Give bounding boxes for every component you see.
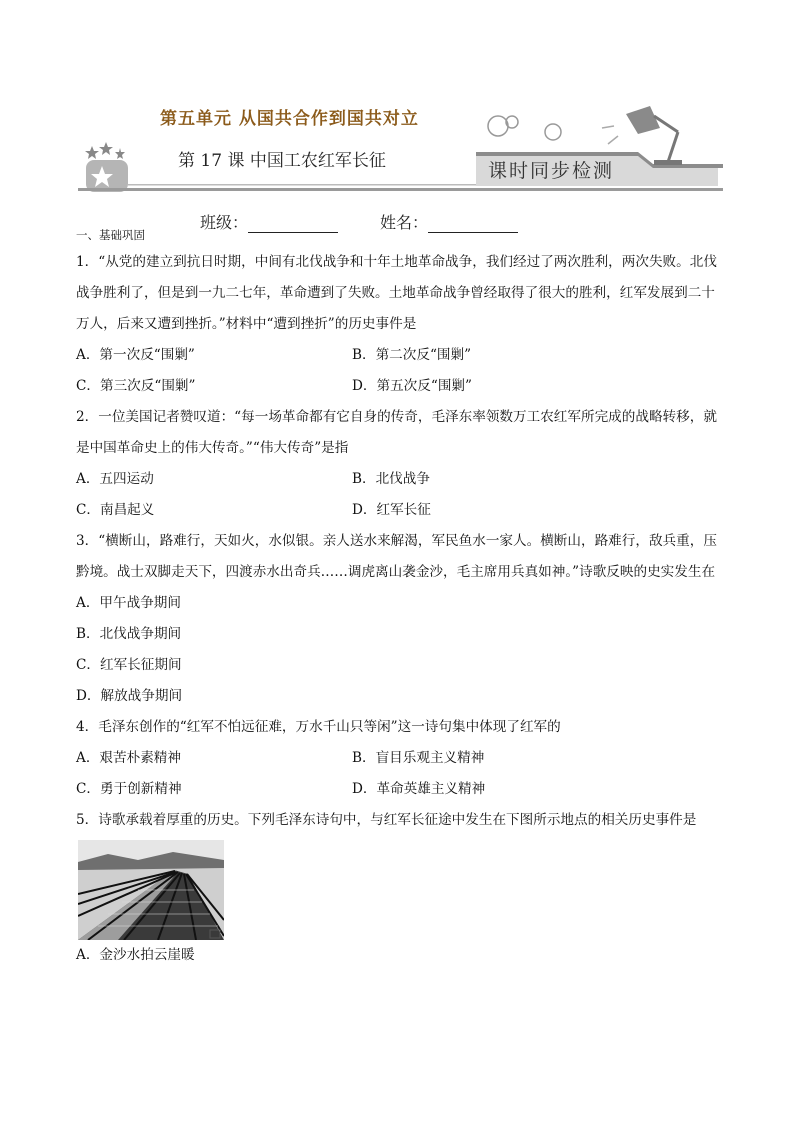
option-d[interactable]: D．第五次反“围剿” bbox=[352, 378, 472, 394]
worksheet-header bbox=[78, 96, 723, 196]
option-c[interactable]: C．红军长征期间 bbox=[76, 657, 182, 673]
option-b[interactable]: B．北伐战争期间 bbox=[76, 626, 182, 642]
question-3 bbox=[76, 526, 722, 712]
star-badge-icon bbox=[85, 142, 128, 192]
option-a[interactable]: A．第一次反“围剿” bbox=[76, 347, 195, 363]
lesson-title: 第 17 课 中国工农红军长征 bbox=[178, 151, 386, 171]
option-a[interactable]: A．金沙水拍云崖暖 bbox=[76, 947, 195, 963]
option-d[interactable]: D．红军长征 bbox=[352, 502, 431, 518]
question-stem: 5．诗歌承载着厚重的历史。下列毛泽东诗句中，与红军长征途中发生在下图所示地点的相关历史事件是 bbox=[76, 812, 697, 828]
name-label: 姓名： bbox=[380, 213, 429, 232]
banner-text: 课时同步检测 bbox=[488, 160, 615, 182]
option-c[interactable]: C．南昌起义 bbox=[76, 502, 155, 518]
question-stem: 3．“横断山，路难行，天如火，水似银。亲人送水来解渴，军民鱼水一家人。横断山，路难行，敌兵重，压黔境。战士双脚走天下，四渡赤水出奇兵……调虎离山袭金沙，毛主席用兵真如神。”诗歌反映的史实发生在 bbox=[76, 533, 717, 580]
question-stem: 1．“从党的建立到抗日时期，中间有北伐战争和十年土地革命战争，我们经过了两次胜利，两次失败。北伐战争胜利了，但是到一九二七年，革命遭到了失败。土地革命战争曾经取得了很大的胜利，红军发展到二十万人，后来又遭到挫折。”材料中“遭到挫折”的历史事件是 bbox=[76, 254, 717, 332]
option-a[interactable]: A．艰苦朴素精神 bbox=[76, 750, 181, 766]
option-c[interactable]: C．第三次反“围剿” bbox=[76, 378, 196, 394]
question-1 bbox=[76, 247, 722, 402]
chain-bridge-photo bbox=[78, 840, 224, 940]
question-4 bbox=[76, 712, 722, 805]
question-2 bbox=[76, 402, 722, 526]
question-stem: 4．毛泽东创作的“红军不怕远征难，万水千山只等闲”这一诗句集中体现了红军的 bbox=[76, 719, 561, 735]
section-title: 一、基础巩固 bbox=[76, 228, 145, 242]
question-stem: 2．一位美国记者赞叹道：“每一场革命都有它自身的传奇，毛泽东率领数万工农红军所完成的战略转移，就是中国革命史上的伟大传奇。”“伟大传奇”是指 bbox=[76, 409, 717, 456]
option-c[interactable]: C．勇于创新精神 bbox=[76, 781, 182, 797]
option-d[interactable]: D．革命英雄主义精神 bbox=[352, 781, 486, 797]
option-d[interactable]: D．解放战争期间 bbox=[76, 688, 183, 704]
option-b[interactable]: B．盲目乐观主义精神 bbox=[352, 750, 485, 766]
option-b[interactable]: B．北伐战争 bbox=[352, 471, 430, 487]
question-5 bbox=[76, 805, 722, 971]
option-a[interactable]: A．甲午战争期间 bbox=[76, 595, 181, 611]
class-label: 班级： bbox=[200, 213, 249, 232]
option-b[interactable]: B．第二次反“围剿” bbox=[352, 347, 472, 363]
option-a[interactable]: A．五四运动 bbox=[76, 471, 154, 487]
worksheet-content bbox=[76, 225, 722, 971]
unit-title: 第五单元 从国共合作到国共对立 bbox=[160, 109, 419, 129]
